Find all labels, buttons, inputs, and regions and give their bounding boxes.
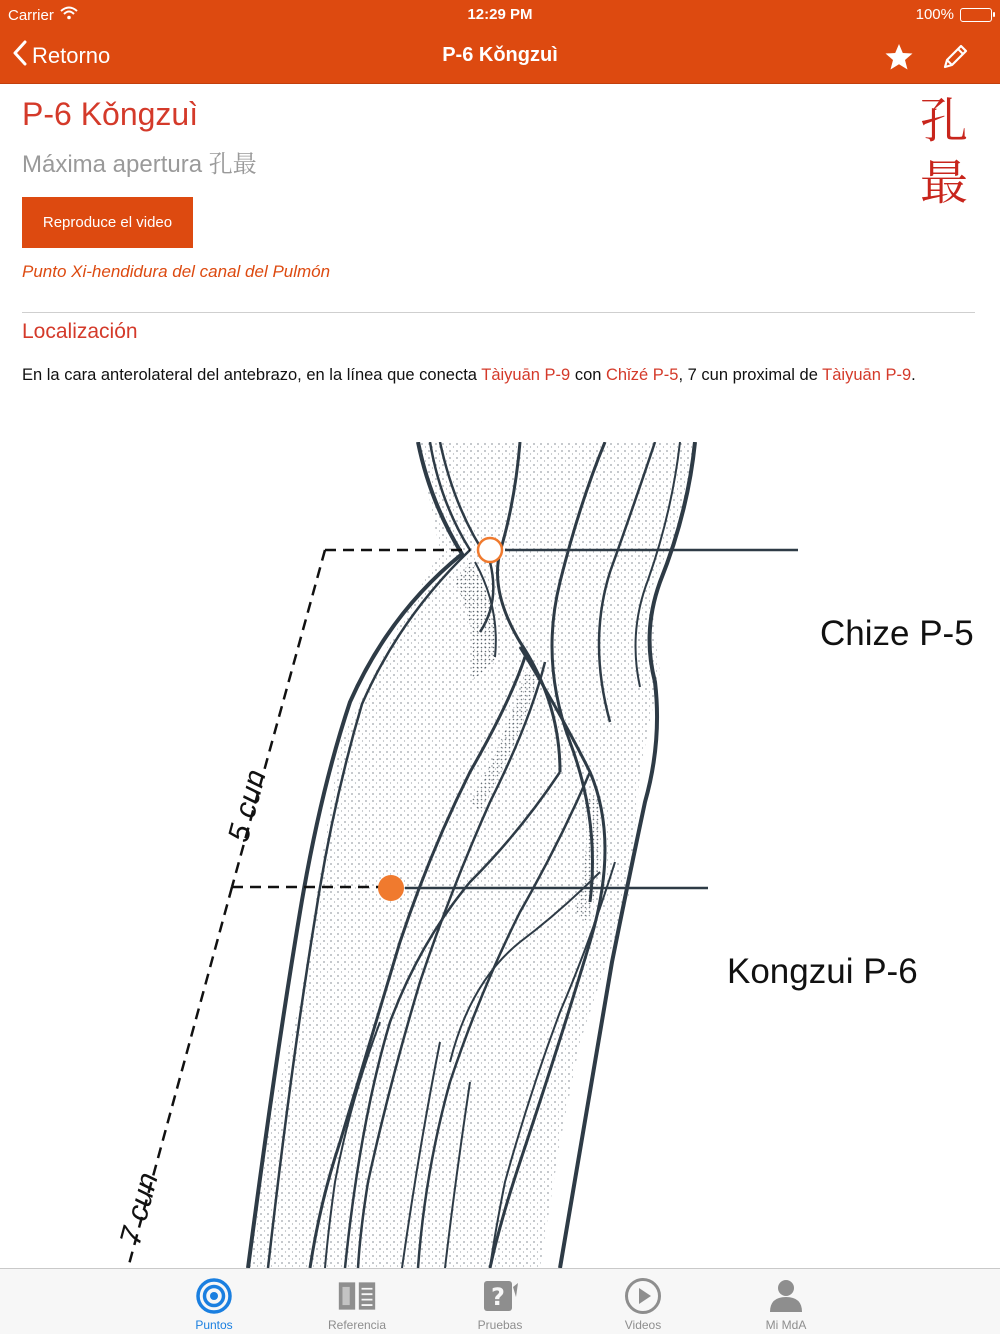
divider	[22, 312, 975, 313]
tab-videos[interactable]	[572, 1269, 715, 1334]
label-chize: Chize P-5	[820, 614, 974, 653]
carrier-label: Carrier	[8, 6, 54, 24]
label-kongzui: Kongzui P-6	[727, 952, 918, 991]
point-detail	[0, 84, 1000, 1268]
star-icon	[884, 42, 914, 72]
quiz-icon	[480, 1277, 520, 1315]
location-heading: Localización	[22, 320, 138, 343]
link-taiyuan[interactable]: Tàiyuān P-9	[481, 366, 571, 384]
location-text-3: , 7 cun proximal de	[678, 366, 823, 384]
battery-info	[916, 6, 992, 23]
tab-label-pruebas: Pruebas	[477, 1318, 523, 1332]
pencil-icon	[939, 41, 971, 73]
play-icon	[623, 1277, 663, 1315]
calligraphy-char-1: 孔	[919, 93, 968, 149]
forearm-drawing	[0, 442, 1000, 1268]
location-text-1: En la cara anterolateral del antebrazo, en la línea que conecta	[22, 366, 482, 384]
status-bar	[0, 0, 1000, 30]
link-chize[interactable]: Chǐzé P-5	[606, 366, 679, 384]
measure-5-cun: 5 cun	[222, 766, 273, 846]
nav-title: P-6 Kǒngzuì	[442, 44, 558, 66]
chevron-left-icon	[12, 40, 28, 72]
tab-label-videos: Videos	[624, 1318, 662, 1332]
point-subtitle: Máxima apertura 孔最	[22, 151, 257, 178]
point-title: P-6 Kǒngzuì	[22, 96, 199, 132]
tab-puntos[interactable]	[143, 1269, 286, 1334]
chize-marker	[478, 538, 502, 562]
link-taiyuan-2[interactable]: Tàiyuān P-9	[822, 366, 912, 384]
tab-label-referencia: Referencia	[327, 1318, 387, 1332]
back-label: Retorno	[32, 43, 111, 68]
forearm-illustration	[0, 442, 1000, 1268]
back-button[interactable]	[12, 40, 110, 72]
kongzui-marker	[378, 875, 404, 901]
battery-icon	[960, 8, 992, 22]
play-video-button[interactable]: Reproduce el video	[22, 197, 193, 248]
svg-text:?: ?	[491, 1283, 505, 1311]
point-category: Punto Xi-hendidura del canal del Pulmón	[22, 262, 331, 281]
target-icon	[194, 1277, 234, 1315]
tab-referencia[interactable]	[286, 1269, 429, 1334]
location-description	[22, 364, 972, 387]
favorite-button[interactable]	[882, 40, 916, 74]
calligraphy-char-2: 最	[919, 155, 968, 211]
tab-mi-mda[interactable]	[715, 1269, 858, 1334]
location-text-4: .	[911, 366, 916, 384]
tab-pruebas[interactable]	[429, 1269, 572, 1334]
calligraphy	[916, 90, 972, 214]
status-time: 12:29 PM	[467, 6, 533, 23]
navigation-bar	[0, 30, 1000, 84]
edit-button[interactable]	[938, 40, 972, 74]
battery-percent: 100%	[915, 6, 954, 23]
tab-bar	[0, 1268, 1000, 1334]
tab-label-mi-mda: Mi MdA	[765, 1318, 807, 1332]
location-text-2: con	[570, 366, 607, 384]
person-icon	[766, 1277, 806, 1315]
measure-7-cun: 7 cun	[114, 1169, 165, 1249]
tab-label-puntos: Puntos	[195, 1318, 233, 1332]
book-icon	[337, 1277, 377, 1315]
